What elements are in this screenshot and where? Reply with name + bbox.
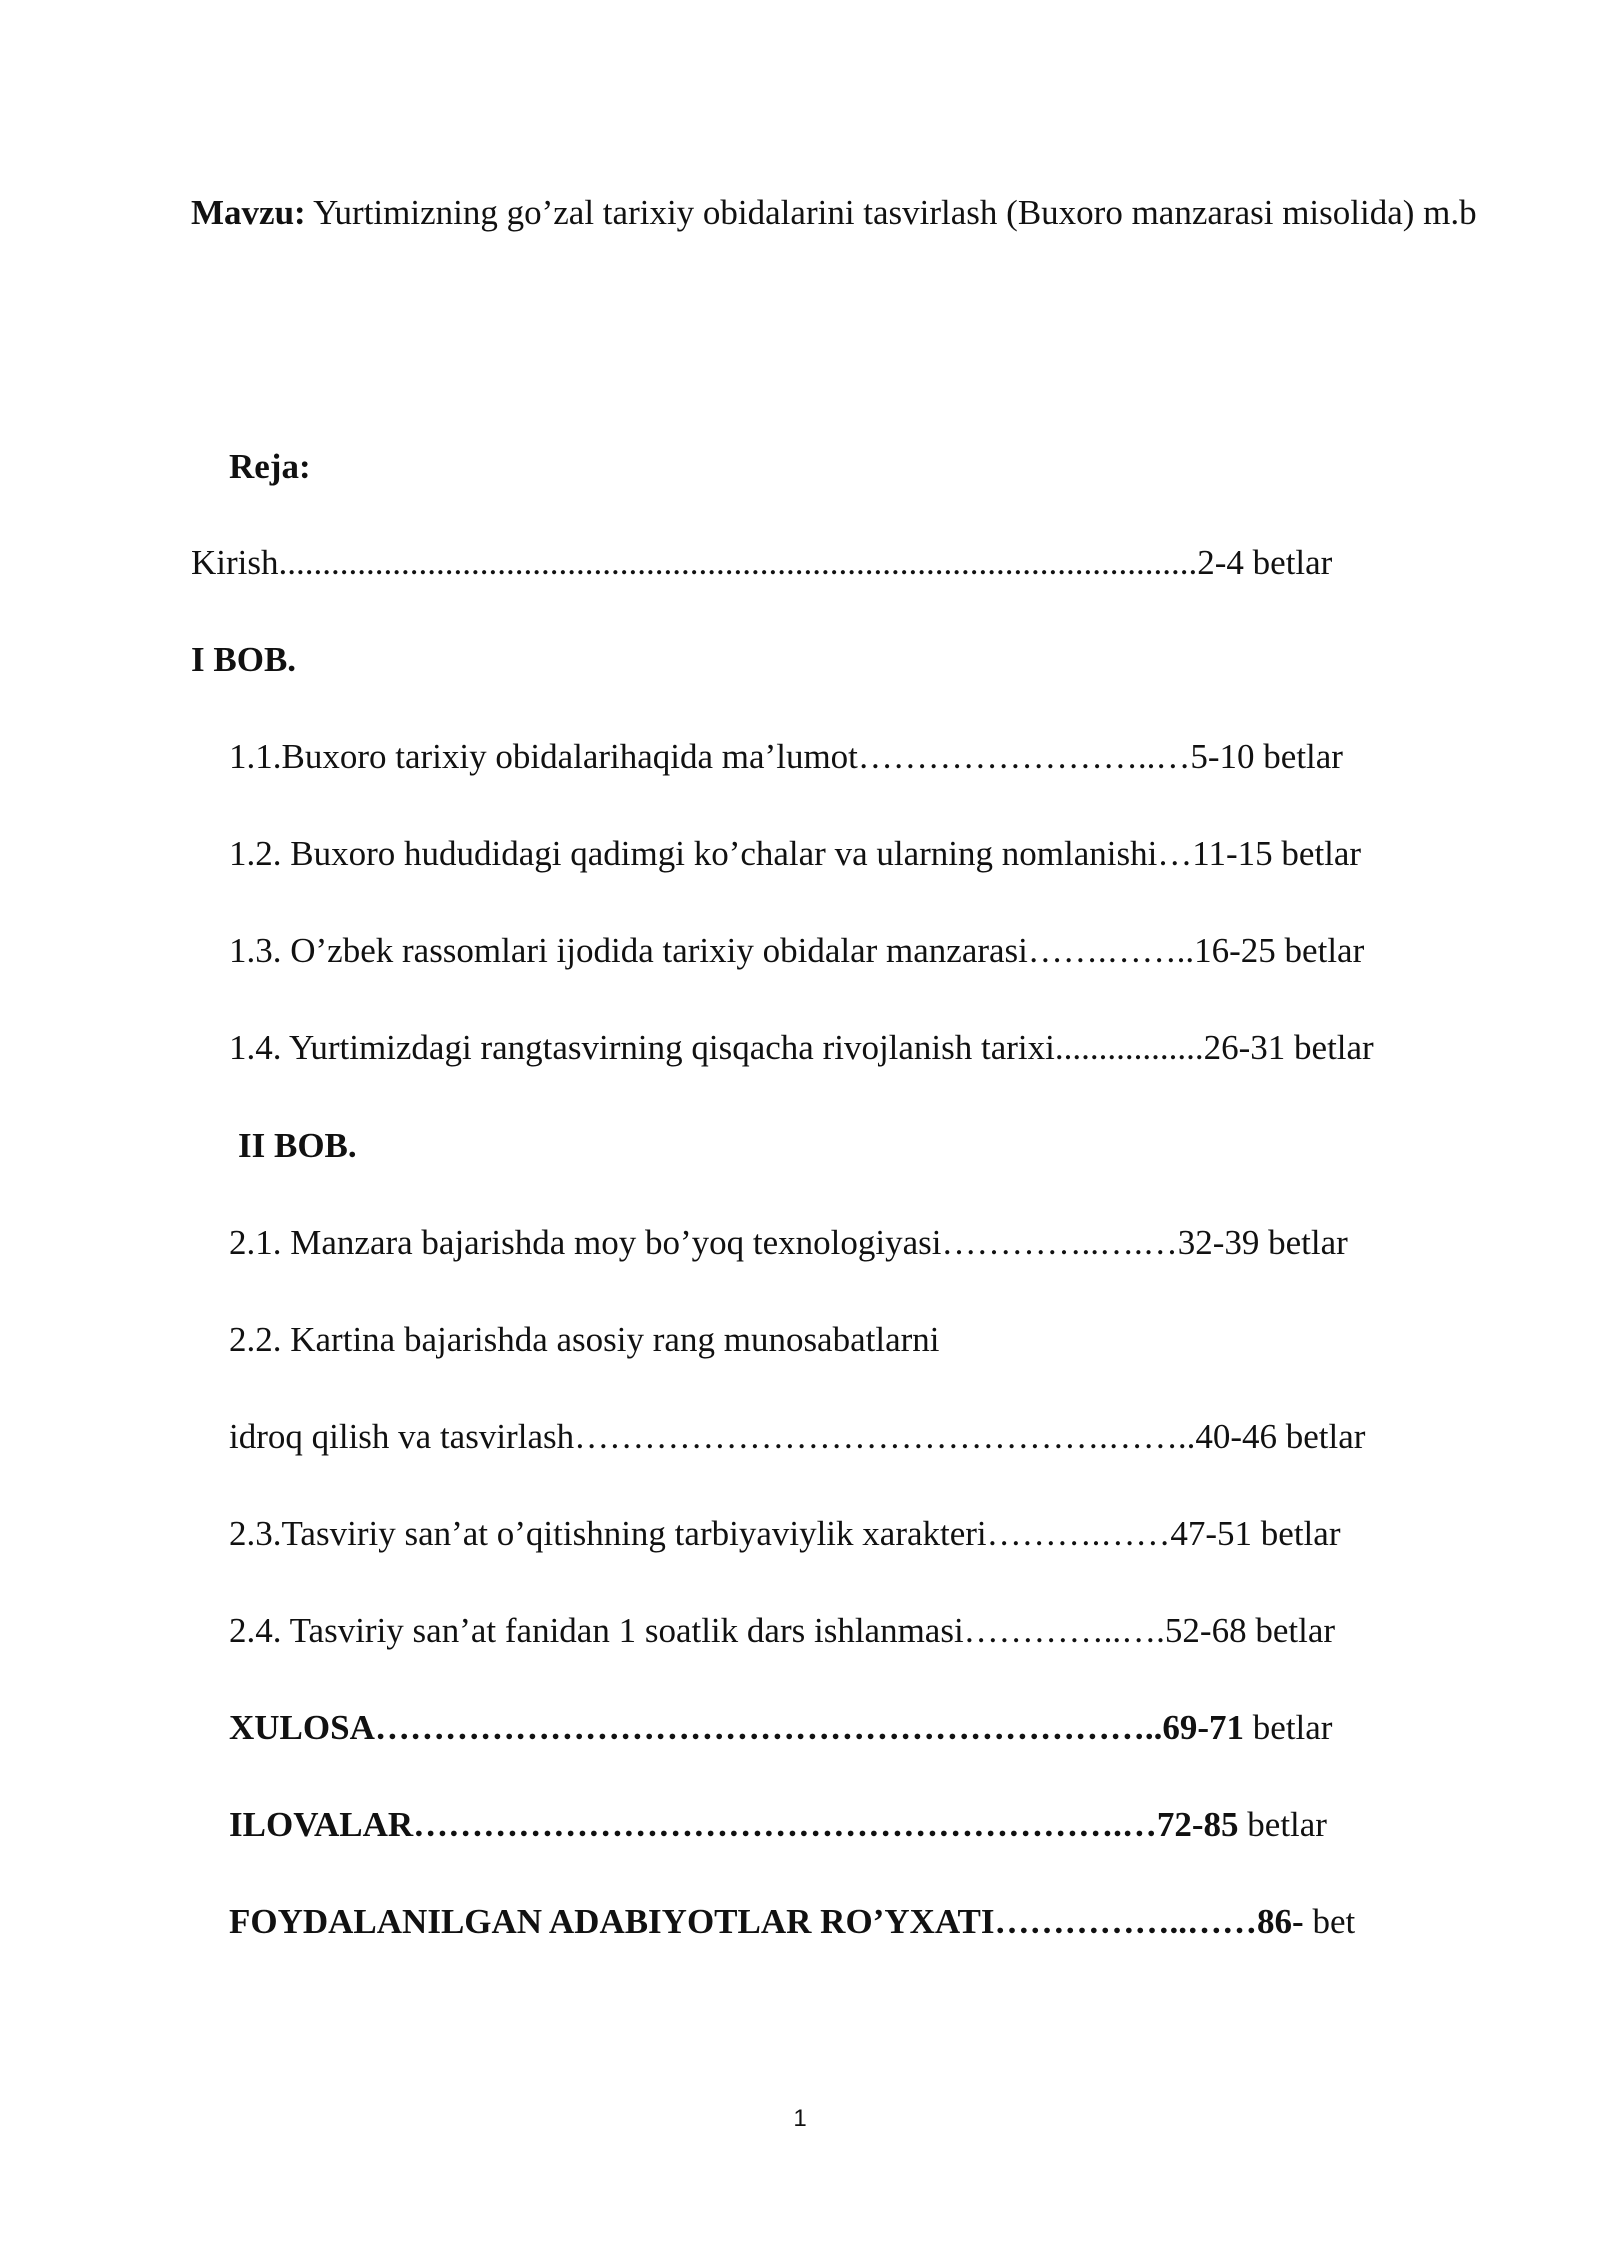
- xulosa-title: XULOSA…………………………………………………………..69-71: [229, 1708, 1245, 1747]
- xulosa-suffix: betlar: [1244, 1708, 1333, 1747]
- toc-entry-1-1: 1.1.Buxoro tarixiy obidalarihaqida ma’lumot……………………..…5-10 betlar: [229, 737, 1343, 776]
- adabiyotlar-title: FOYDALANILGAN ADABIYOTLAR RO’YXATI……………..……86-: [229, 1902, 1304, 1941]
- toc-entry-2-4: 2.4. Tasviriy san’at fanidan 1 soatlik dars ishlanmasi…………..….52-68 betlar: [229, 1611, 1336, 1650]
- toc-entry-ilovalar: [229, 1803, 1327, 1847]
- topic-label: Mavzu:: [191, 193, 306, 232]
- ilovalar-title: ILOVALAR…………………………………………………….…72-85: [229, 1805, 1239, 1844]
- toc-entry-1-2: 1.2. Buxoro hududidagi qadimgi ko’chalar va ularning nomlanishi…11-15 betlar: [229, 834, 1362, 873]
- topic-text: Yurtimizning go’zal tarixiy obidalarini tasvirlash (Buxoro manzarasi misolida) m.b: [305, 193, 1477, 232]
- toc-chapter-1: I BOB.: [191, 640, 297, 679]
- topic-paragraph: [191, 180, 1486, 246]
- toc-entry-2-2-line-1: 2.2. Kartina bajarishda asosiy rang munosabatlarni: [229, 1320, 940, 1359]
- toc-entry-2-3: 2.3.Tasviriy san’at o’qitishning tarbiyaviylik xarakteri……….……47-51 betlar: [229, 1514, 1341, 1553]
- toc-entry-xulosa: [229, 1706, 1332, 1750]
- page-number: 1: [793, 2105, 807, 2132]
- toc-entry-1-3: 1.3. O’zbek rassomlari ijodida tarixiy obidalar manzarasi…….……..16-25 betlar: [229, 931, 1365, 970]
- plan-heading: Reja:: [229, 447, 311, 486]
- adabiyotlar-suffix: bet: [1303, 1902, 1356, 1941]
- toc-entry-kirish: Kirish.........................................................................................................2-4 betlar: [191, 543, 1333, 582]
- toc-entry-2-1: 2.1. Manzara bajarishda moy bo’yoq texnologiyasi…………..….…32-39 betlar: [229, 1223, 1348, 1262]
- toc-entry-2-2-line-2: idroq qilish va tasvirlash……………………………………….……..40-46 betlar: [229, 1417, 1366, 1456]
- toc-entry-1-4: 1.4. Yurtimizdagi rangtasvirning qisqacha rivojlanish tarixi.................26-31 betlar: [229, 1028, 1374, 1067]
- toc-chapter-2: II BOB.: [238, 1126, 357, 1165]
- ilovalar-suffix: betlar: [1238, 1805, 1327, 1844]
- toc-entry-adabiyotlar: [229, 1900, 1355, 1944]
